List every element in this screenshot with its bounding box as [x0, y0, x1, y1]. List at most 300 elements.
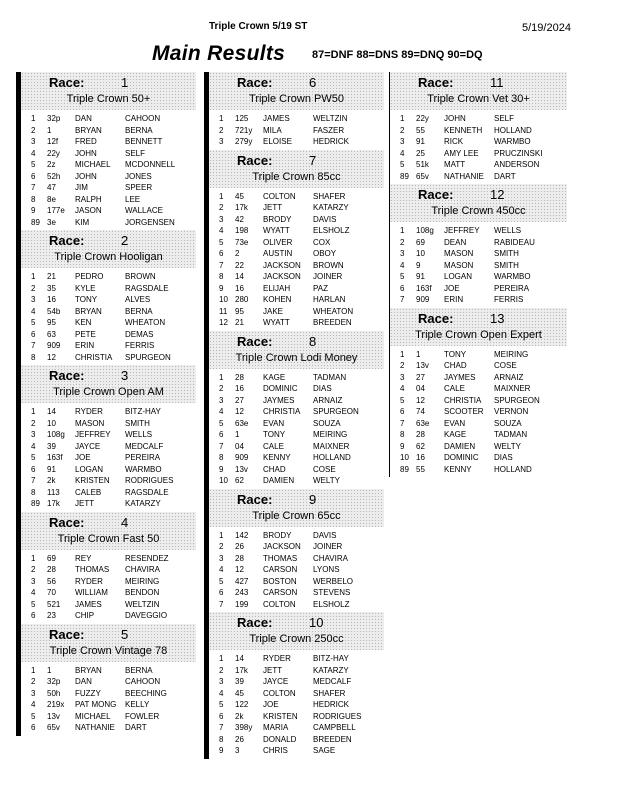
rider-first-name: AUSTIN [263, 249, 293, 258]
result-row [390, 372, 567, 384]
rider-last-name: SMITH [125, 418, 150, 428]
race-block [389, 72, 567, 184]
race-class-name: Triple Crown 50+ [66, 93, 151, 105]
rider-number: 26 [235, 542, 244, 551]
race-number: 5 [121, 626, 129, 642]
finish-position: 3 [219, 553, 224, 563]
rider-number: 17k [235, 203, 248, 212]
result-row [390, 283, 567, 295]
rider-number: 45 [235, 688, 244, 698]
race-header [209, 331, 384, 369]
rider-number: 42 [235, 214, 244, 224]
rider-first-name: JACKSON [263, 260, 301, 270]
race-results [209, 369, 384, 489]
rider-number: 17k [47, 499, 60, 508]
rider-last-name: MAIXNER [313, 441, 350, 451]
rider-first-name: DAN [75, 114, 92, 123]
rider-number: 69 [416, 237, 425, 247]
rider-number: 521 [47, 599, 61, 609]
rider-number: 2 [235, 249, 240, 258]
rider-number: 56 [47, 576, 56, 586]
finish-position: 8 [219, 453, 224, 462]
rider-first-name: JIM [75, 183, 88, 192]
rider-last-name: BERNA [125, 665, 153, 675]
rider-first-name: DAMIEN [263, 476, 295, 485]
rider-first-name: JACKSON [263, 272, 301, 281]
rider-number: 65v [416, 171, 429, 181]
finish-position: 6 [219, 249, 224, 258]
finish-position: 4 [219, 565, 224, 574]
finish-position: 7 [219, 723, 224, 732]
rider-first-name: JAMES [75, 599, 102, 609]
result-row [390, 418, 567, 430]
result-row [209, 734, 384, 746]
rider-first-name: JETT [75, 499, 95, 508]
finish-position: 6 [31, 611, 36, 620]
finish-position: 3 [31, 137, 36, 146]
rider-first-name: RALPH [75, 194, 102, 204]
race-class-name: Triple Crown 450cc [431, 205, 526, 217]
race-number: 1 [121, 75, 129, 90]
rider-last-name: SAGE [313, 746, 336, 755]
rider-first-name: KOHEN [263, 295, 292, 304]
result-row [21, 475, 196, 487]
result-row [209, 541, 384, 553]
rider-last-name: RODRIGUES [125, 476, 174, 485]
race-block [389, 184, 567, 308]
race-results [390, 110, 567, 184]
race-results [21, 550, 196, 624]
rider-first-name: JEFFREY [444, 226, 480, 235]
rider-first-name: PETE [75, 329, 96, 339]
finish-position: 89 [400, 464, 409, 474]
rider-number: 122 [235, 700, 249, 709]
finish-position: 2 [31, 418, 36, 428]
result-row [390, 248, 567, 260]
rider-first-name: KEN [75, 318, 92, 327]
rider-last-name: BREEDEN [313, 734, 352, 744]
finish-position: 8 [31, 487, 36, 497]
rider-first-name: DOMINIC [444, 453, 479, 462]
race-class-name: Triple Crown 85cc [252, 170, 341, 183]
rider-first-name: RYDER [75, 576, 103, 586]
rider-first-name: TONY [75, 295, 98, 304]
rider-last-name: WARMBO [494, 272, 531, 281]
rider-last-name: PRUCZINSKI [494, 148, 543, 158]
rider-number: 108g [416, 226, 434, 235]
rider-first-name: JACKSON [263, 542, 301, 551]
rider-last-name: PAZ [313, 283, 328, 293]
rider-last-name: RODRIGUES [313, 711, 362, 721]
race-results [21, 268, 196, 365]
race-results [209, 527, 384, 613]
rider-first-name: JASON [75, 206, 102, 215]
rider-number: 721y [235, 125, 253, 135]
finish-position: 3 [219, 137, 224, 146]
rider-last-name: MEIRING [313, 430, 348, 439]
rider-last-name: CAHOON [125, 677, 161, 686]
race-header [209, 72, 384, 110]
finish-position: 6 [31, 171, 36, 181]
rider-last-name: JORGENSEN [125, 217, 175, 227]
race-block [16, 230, 196, 365]
result-row [209, 464, 384, 476]
rider-number: 21 [47, 272, 56, 281]
rider-number: 198 [235, 226, 249, 235]
rider-number: 28 [416, 430, 425, 439]
finish-position: 1 [400, 226, 405, 235]
finish-position: 5 [400, 160, 405, 169]
rider-last-name: PEREIRA [494, 283, 530, 293]
rider-first-name: ELIJAH [263, 283, 291, 293]
result-row [209, 587, 384, 599]
rider-number: 16 [47, 295, 56, 304]
rider-number: 28 [235, 553, 244, 563]
result-row [390, 113, 567, 125]
race-number: 10 [309, 615, 324, 630]
result-row [390, 349, 567, 361]
rider-first-name: CARSON [263, 588, 298, 597]
rider-last-name: BENNETT [125, 137, 163, 146]
finish-position: 2 [219, 125, 224, 135]
rider-number: 3 [235, 746, 240, 755]
rider-first-name: MILA [263, 125, 282, 135]
race-label: Race: [418, 187, 454, 202]
rider-number: 55 [416, 464, 425, 474]
rider-first-name: THOMAS [75, 565, 110, 574]
result-row [21, 113, 196, 125]
result-row [390, 260, 567, 272]
rider-last-name: MAIXNER [494, 384, 531, 393]
rider-first-name: JEFFREY [75, 430, 111, 439]
rider-last-name: BITZ-HAY [125, 407, 161, 416]
race-number: 4 [121, 514, 129, 530]
rider-number: 1 [416, 349, 421, 359]
rider-number: 16 [235, 384, 244, 393]
rider-first-name: FUZZY [75, 688, 101, 698]
rider-first-name: AMY LEE [444, 148, 479, 158]
rider-first-name: JOHN [444, 114, 466, 123]
rider-first-name: PEDRO [75, 272, 104, 281]
race-header [390, 72, 567, 110]
finish-position: 4 [31, 441, 36, 451]
finish-position: 3 [219, 395, 224, 405]
finish-position: 89 [400, 171, 409, 181]
result-row [390, 429, 567, 441]
finish-position: 7 [400, 418, 405, 428]
finish-position: 9 [400, 441, 405, 451]
rider-first-name: KRISTEN [263, 711, 298, 721]
rider-last-name: KELLY [125, 700, 150, 709]
rider-last-name: TADMAN [313, 372, 347, 382]
rider-last-name: MEDCALF [125, 441, 164, 451]
rider-last-name: DAVIS [313, 214, 337, 224]
finish-position: 5 [219, 576, 224, 586]
rider-first-name: DAMIEN [444, 441, 476, 451]
finish-position: 2 [400, 237, 405, 247]
rider-last-name: HOLLAND [494, 125, 532, 135]
rider-last-name: WARMBO [125, 464, 162, 474]
finish-position: 4 [400, 384, 405, 393]
finish-position: 12 [219, 318, 228, 327]
rider-last-name: MCDONNELL [125, 160, 176, 169]
rider-first-name: EVAN [444, 418, 466, 428]
rider-last-name: HEDRICK [313, 700, 350, 709]
rider-last-name: HEDRICK [313, 137, 350, 146]
finish-position: 4 [31, 148, 36, 158]
rider-last-name: ANDERSON [494, 160, 540, 169]
race-results [21, 110, 196, 230]
race-label: Race: [418, 310, 454, 326]
rider-first-name: JAMES [263, 114, 290, 123]
result-row [390, 148, 567, 160]
finish-position: 7 [219, 599, 224, 609]
rider-number: 25 [416, 148, 425, 158]
rider-first-name: KAGE [444, 430, 467, 439]
finish-position: 3 [219, 677, 224, 686]
result-row [21, 418, 196, 430]
finish-position: 11 [219, 306, 228, 316]
race-block [16, 72, 196, 230]
rider-first-name: CHAD [444, 361, 467, 370]
rider-last-name: WERBELO [313, 576, 354, 586]
finish-position: 6 [31, 464, 36, 474]
finish-position: 5 [31, 599, 36, 609]
result-row [21, 610, 196, 622]
rider-last-name: WELTY [494, 441, 521, 451]
rider-first-name: KRISTEN [75, 476, 110, 485]
finish-position: 5 [31, 711, 36, 721]
result-row [21, 306, 196, 318]
finish-position: 9 [219, 746, 224, 755]
rider-last-name: JOINER [313, 272, 343, 281]
result-row [21, 665, 196, 677]
result-row [209, 383, 384, 395]
finish-position: 5 [219, 418, 224, 428]
rider-number: 1 [235, 430, 240, 439]
rider-number: 3e [47, 217, 56, 227]
rider-first-name: WYATT [263, 226, 290, 235]
result-row [21, 283, 196, 295]
rider-first-name: CHIP [75, 611, 95, 620]
result-row [209, 372, 384, 384]
rider-first-name: RYDER [75, 407, 103, 416]
finish-position: 7 [31, 476, 36, 485]
rider-number: 427 [235, 576, 249, 586]
rider-last-name: CAMPBELL [313, 723, 356, 732]
result-row [209, 202, 384, 214]
result-row [21, 599, 196, 611]
rider-first-name: ELOISE [263, 137, 292, 146]
finish-position: 3 [400, 137, 405, 146]
finish-position: 3 [31, 576, 36, 586]
finish-position: 89 [31, 499, 40, 508]
rider-number: 14 [47, 407, 56, 416]
race-class-name: Triple Crown PW50 [249, 93, 344, 105]
rider-first-name: JOE [75, 453, 91, 462]
race-header [209, 612, 384, 650]
rider-number: 62 [416, 441, 425, 451]
finish-position: 3 [400, 249, 405, 258]
rider-number: 16 [235, 283, 244, 293]
rider-last-name: HOLLAND [494, 464, 532, 474]
finish-position: 1 [31, 665, 36, 675]
rider-number: 13v [47, 711, 60, 721]
event-title: Triple Crown 5/19 ST [209, 21, 308, 32]
race-class-name: Triple Crown Open AM [53, 386, 164, 398]
result-row [390, 125, 567, 137]
race-header [21, 512, 196, 550]
rider-number: 17k [235, 665, 248, 675]
rider-number: 69 [47, 553, 56, 563]
result-row [21, 464, 196, 476]
result-row [21, 564, 196, 576]
race-label: Race: [418, 75, 454, 90]
finish-position: 10 [400, 453, 409, 462]
rider-number: 163f [416, 283, 432, 293]
finish-position: 6 [400, 283, 405, 293]
race-number: 9 [309, 491, 317, 507]
race-number: 3 [121, 368, 129, 383]
rider-number: 909 [47, 341, 61, 350]
rider-number: 280 [235, 295, 249, 304]
rider-number: 35 [47, 283, 56, 293]
rider-number: 23 [47, 611, 56, 620]
rider-last-name: KATARZY [313, 665, 349, 675]
rider-last-name: SOUZA [313, 418, 341, 428]
race-number: 2 [121, 233, 129, 248]
rider-number: 04 [416, 384, 425, 393]
finish-position: 7 [219, 441, 224, 451]
result-row [21, 576, 196, 588]
rider-first-name: JETT [263, 665, 283, 675]
result-row [21, 352, 196, 364]
rider-first-name: BRYAN [75, 665, 102, 675]
rider-last-name: FASZER [313, 125, 345, 135]
race-label: Race: [237, 333, 273, 349]
rider-number: 73e [235, 237, 249, 247]
finish-position: 1 [219, 654, 224, 663]
rider-last-name: BREEDEN [313, 318, 352, 327]
finish-position: 10 [219, 295, 228, 304]
result-row [209, 653, 384, 665]
result-row [209, 452, 384, 464]
rider-number: 13v [416, 361, 429, 370]
rider-last-name: KATARZY [125, 499, 161, 508]
rider-first-name: MICHAEL [75, 160, 111, 169]
rider-first-name: PAT MONG [75, 700, 117, 709]
result-row [390, 136, 567, 148]
race-results [390, 346, 567, 478]
result-row [390, 406, 567, 418]
finish-position: 4 [219, 226, 224, 235]
rider-first-name: DONALD [263, 734, 297, 744]
rider-last-name: SPEER [125, 183, 153, 192]
result-row [21, 182, 196, 194]
rider-first-name: MATT [444, 160, 466, 169]
rider-first-name: JAKE [263, 306, 284, 316]
result-row [209, 665, 384, 677]
rider-last-name: WELTZIN [313, 114, 348, 123]
rider-last-name: SPURGEON [494, 395, 540, 405]
rider-last-name: VERNON [494, 407, 529, 416]
rider-last-name: WARMBO [494, 137, 531, 146]
rider-last-name: COX [313, 237, 331, 247]
rider-last-name: RESENDEZ [125, 553, 169, 563]
rider-number: 95 [47, 318, 56, 327]
rider-last-name: KATARZY [313, 203, 349, 212]
rider-last-name: TADMAN [494, 430, 528, 439]
race-number: 7 [309, 152, 317, 168]
result-row [209, 225, 384, 237]
rider-number: 32p [47, 114, 61, 123]
rider-first-name: WILLIAM [75, 588, 108, 597]
rider-number: 909 [235, 453, 249, 462]
result-row [209, 553, 384, 565]
race-number: 8 [309, 333, 317, 349]
finish-position: 5 [31, 453, 36, 462]
rider-first-name: KYLE [75, 283, 96, 293]
finish-position: 4 [31, 306, 36, 316]
race-results [21, 403, 196, 512]
result-row [21, 587, 196, 599]
rider-first-name: MASON [444, 260, 474, 270]
rider-number: 54b [47, 306, 61, 316]
rider-number: 39 [47, 441, 56, 451]
rider-number: 32p [47, 677, 61, 686]
result-row [390, 360, 567, 372]
race-header [390, 308, 567, 346]
race-class-name: Triple Crown Open Expert [415, 328, 542, 341]
rider-number: 12 [235, 407, 244, 416]
rider-last-name: STEVENS [313, 588, 351, 597]
race-results [209, 188, 384, 331]
rider-first-name: CALEB [75, 487, 102, 497]
result-row [209, 688, 384, 700]
result-row [390, 159, 567, 171]
finish-position: 2 [31, 677, 36, 686]
finish-position: 1 [219, 372, 224, 382]
race-class-name: Triple Crown Hooligan [54, 251, 163, 263]
result-row [21, 452, 196, 464]
rider-last-name: SELF [125, 148, 146, 158]
finish-position: 4 [400, 148, 405, 158]
rider-last-name: RAGSDALE [125, 283, 169, 293]
rider-first-name: CARSON [263, 565, 298, 574]
rider-last-name: LYONS [313, 565, 340, 574]
rider-last-name: COSE [313, 464, 336, 474]
finish-position: 2 [31, 565, 36, 574]
rider-number: 21 [235, 318, 244, 327]
race-block [389, 308, 567, 478]
result-row [209, 530, 384, 542]
rider-last-name: RABIDEAU [494, 237, 535, 247]
result-row [390, 225, 567, 237]
rider-last-name: JONES [125, 171, 152, 181]
race-class-name: Triple Crown 65cc [252, 509, 341, 522]
rider-last-name: DIAS [313, 384, 332, 393]
race-block [204, 489, 384, 613]
result-row [21, 317, 196, 329]
rider-first-name: CHAD [263, 464, 286, 474]
rider-first-name: KIM [75, 217, 90, 227]
finish-position: 8 [31, 352, 36, 362]
rider-number: 12f [47, 137, 59, 146]
result-row [390, 395, 567, 407]
rider-number: 55 [416, 125, 425, 135]
rider-last-name: HOLLAND [313, 453, 351, 462]
rider-last-name: ALVES [125, 295, 151, 304]
